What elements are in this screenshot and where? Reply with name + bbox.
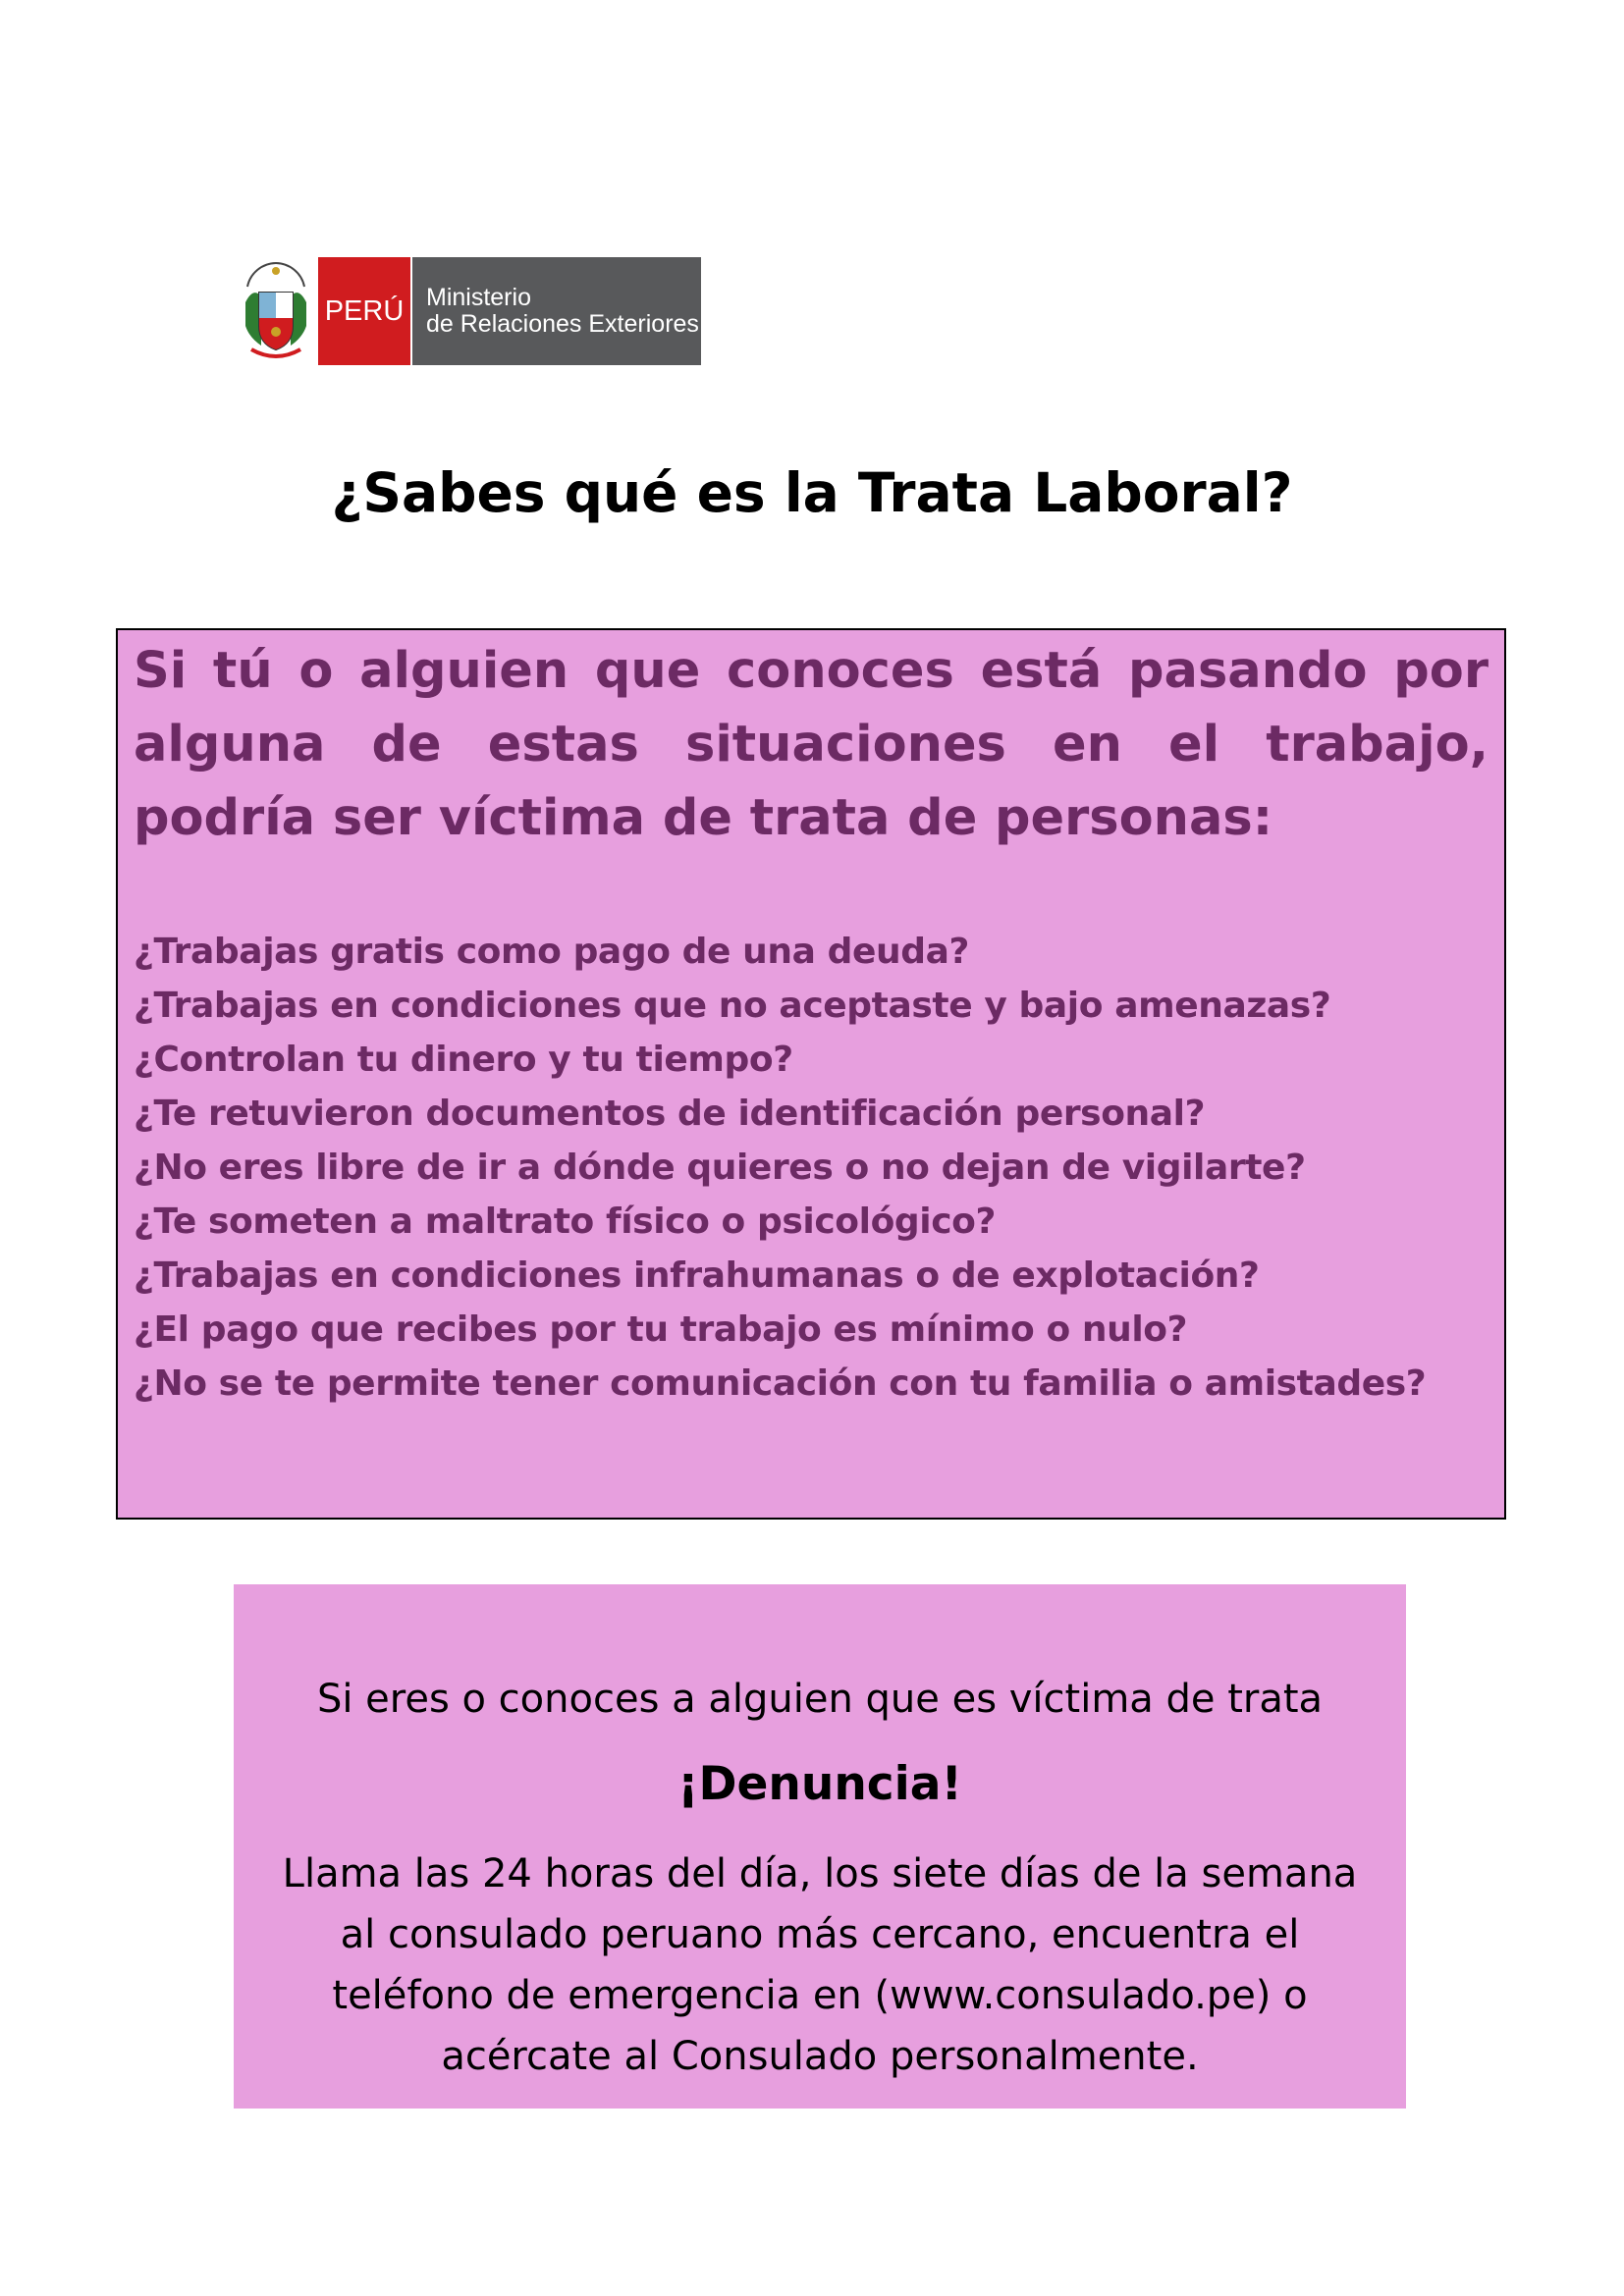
report-box <box>234 1584 1406 2109</box>
list-item: ¿No se te permite tener comunicación con tu familia o amistades? <box>134 1363 1427 1404</box>
situations-question-list <box>134 925 1426 1411</box>
list-item: ¿Te someten a maltrato físico o psicológico? <box>134 1201 996 1242</box>
report-line: teléfono de emergencia en (www.consulado.pe) o <box>332 1973 1308 2018</box>
report-line: acércate al Consulado personalmente. <box>441 2034 1199 2079</box>
logo-ministry-line1: Ministerio <box>426 284 531 311</box>
logo-ministry-line2: de Relaciones Exteriores <box>426 310 699 338</box>
report-call-to-action: ¡Denuncia! <box>677 1757 962 1811</box>
list-item: ¿El pago que recibes por tu trabajo es mínimo o nulo? <box>134 1309 1188 1350</box>
page-title: ¿Sabes qué es la Trata Laboral? <box>331 461 1293 524</box>
report-intro: Si eres o conoces a alguien que es víctima de trata <box>316 1677 1324 1722</box>
report-line: al consulado peruano más cercano, encuentra el <box>340 1912 1300 1957</box>
situations-lead: Si tú o alguien que conoces está pasando por alguna de estas situaciones en el trabajo, podría ser víctima de trata de personas: <box>134 642 1489 847</box>
report-line: Llama las 24 horas del día, los siete días de la semana <box>282 1851 1358 1896</box>
list-item: ¿No eres libre de ir a dónde quieres o no dejan de vigilarte? <box>134 1148 1306 1188</box>
list-item: ¿Trabajas gratis como pago de una deuda? <box>134 932 970 972</box>
situations-box <box>116 628 1506 1520</box>
list-item: ¿Controlan tu dinero y tu tiempo? <box>134 1040 793 1080</box>
logo-ministry-block <box>412 257 701 365</box>
ministry-logo <box>242 257 701 365</box>
list-item: ¿Te retuvieron documentos de identificación personal? <box>134 1094 1206 1134</box>
logo-country-block: PERÚ <box>318 257 410 365</box>
list-item: ¿Trabajas en condiciones que no aceptaste y bajo amenazas? <box>134 986 1331 1026</box>
peru-coat-of-arms-icon <box>242 257 310 365</box>
list-item: ¿Trabajas en condiciones infrahumanas o de explotación? <box>134 1255 1260 1296</box>
report-instructions <box>234 1843 1406 2087</box>
